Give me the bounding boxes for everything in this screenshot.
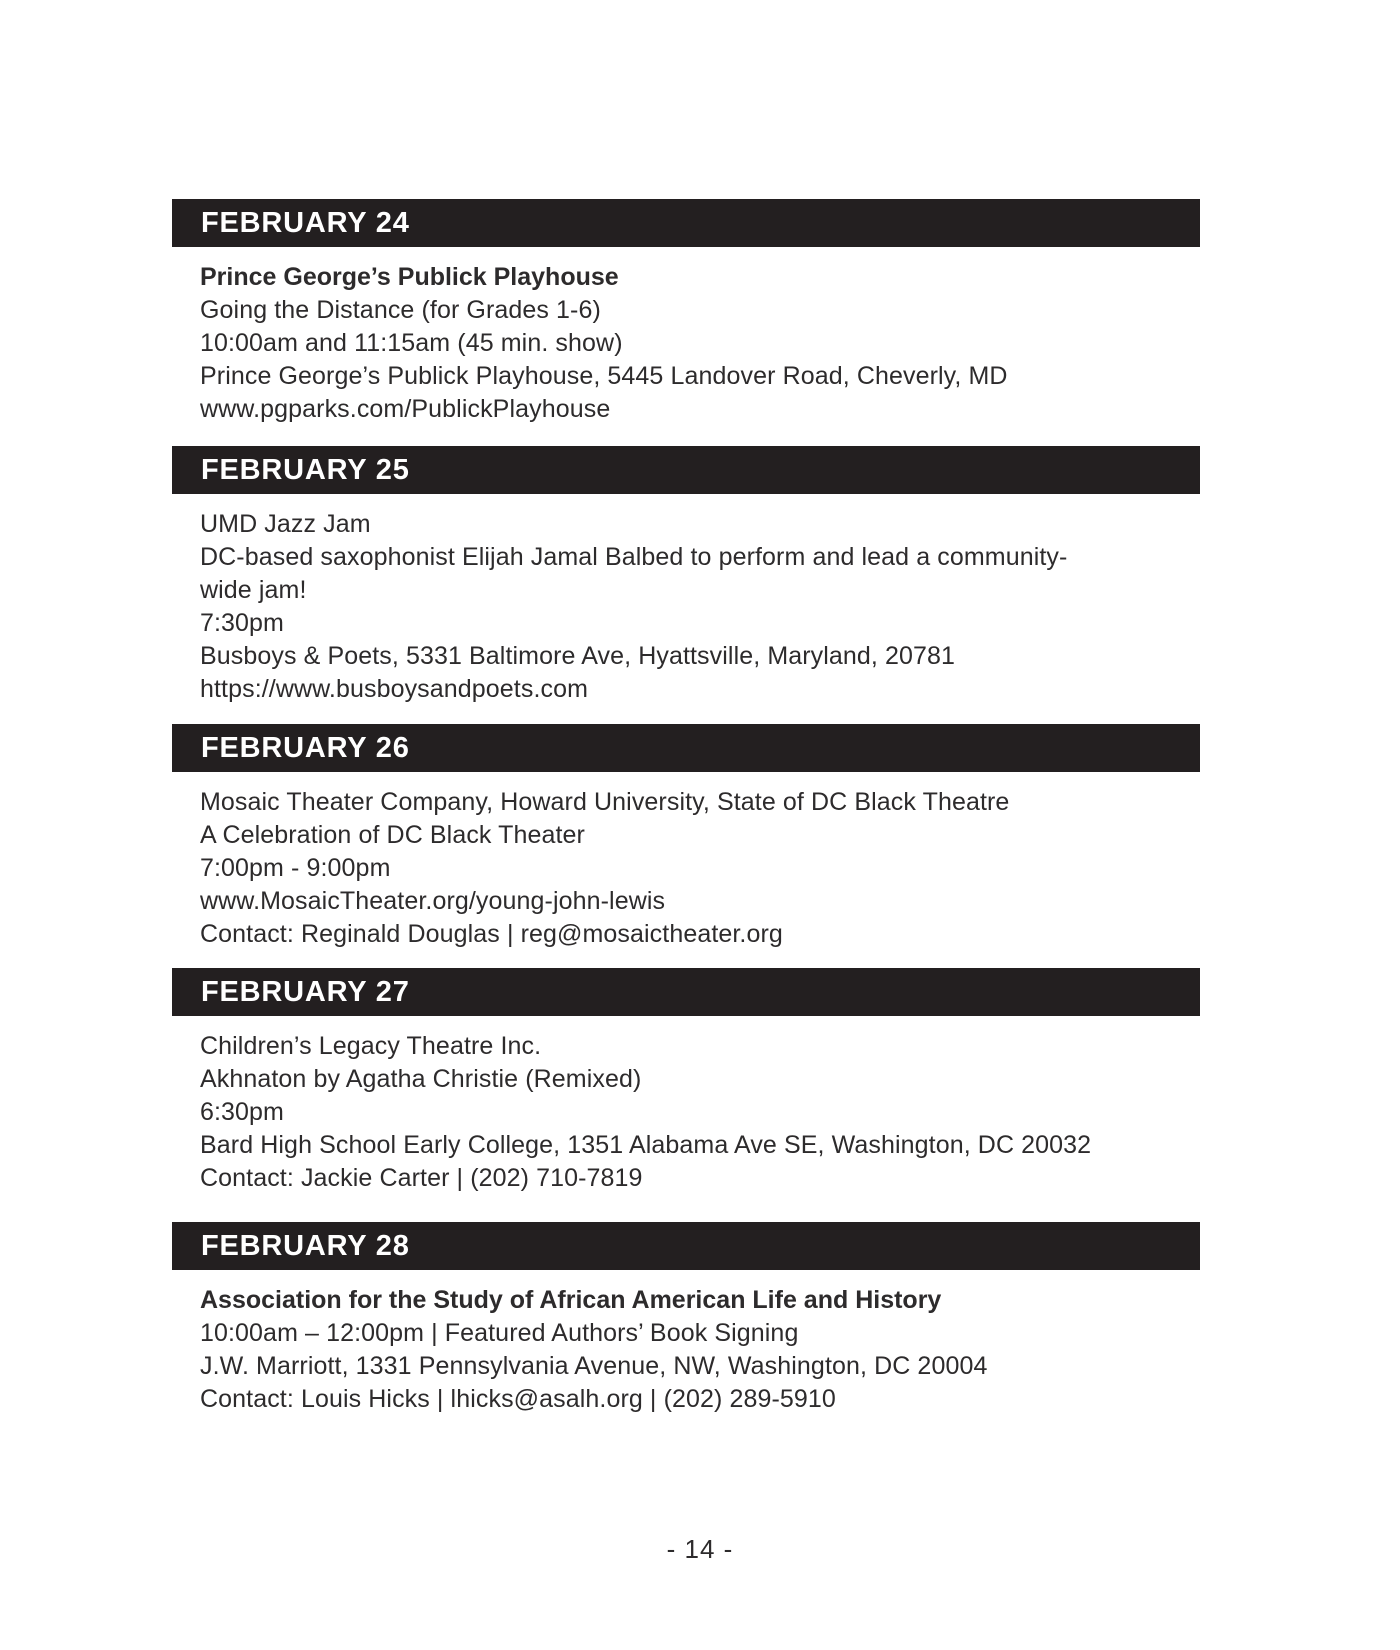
date-bar-label: FEBRUARY 28	[201, 1229, 410, 1262]
event-organization: Mosaic Theater Company, Howard University, State of DC Black Theatre	[200, 788, 1010, 816]
event-section-february-25	[172, 446, 1200, 724]
event-time: 10:00am and 11:15am (45 min. show)	[200, 329, 623, 357]
date-bar-label: FEBRUARY 27	[201, 975, 410, 1008]
event-url: https://www.busboysandpoets.com	[200, 675, 589, 703]
event-details	[172, 1016, 1200, 1222]
event-venue: J.W. Marriott, 1331 Pennsylvania Avenue, NW, Washington, DC 20004	[200, 1352, 988, 1380]
date-bar-label: FEBRUARY 26	[201, 731, 410, 764]
page-number: - 14 -	[666, 1534, 734, 1564]
event-time: 7:30pm	[200, 609, 284, 637]
event-description-line-1: DC-based saxophonist Elijah Jamal Balbed to perform and lead a community-	[200, 543, 1068, 571]
event-organization: Prince George’s Publick Playhouse	[200, 263, 619, 291]
event-title: A Celebration of DC Black Theater	[200, 821, 585, 849]
event-contact: Contact: Louis Hicks | lhicks@asalh.org | (202) 289-5910	[200, 1385, 836, 1413]
event-section-february-27	[172, 968, 1200, 1222]
page-footer	[0, 1534, 1400, 1565]
event-time: 6:30pm	[200, 1098, 284, 1126]
event-venue: Busboys & Poets, 5331 Baltimore Ave, Hyattsville, Maryland, 20781	[200, 642, 956, 670]
event-contact: Contact: Jackie Carter | (202) 710-7819	[200, 1164, 643, 1192]
event-details	[172, 1270, 1200, 1416]
date-bar	[172, 724, 1200, 772]
date-bar	[172, 1222, 1200, 1270]
event-time: 7:00pm - 9:00pm	[200, 854, 391, 882]
event-details	[172, 247, 1200, 446]
event-details	[172, 772, 1200, 968]
event-venue: Prince George’s Publick Playhouse, 5445 Landover Road, Cheverly, MD	[200, 362, 1008, 390]
date-bar-label: FEBRUARY 24	[201, 206, 410, 239]
event-contact: Contact: Reginald Douglas | reg@mosaictheater.org	[200, 920, 783, 948]
event-section-february-28	[172, 1222, 1200, 1416]
date-bar	[172, 446, 1200, 494]
event-title: UMD Jazz Jam	[200, 510, 371, 538]
date-bar	[172, 968, 1200, 1016]
event-organization: Children’s Legacy Theatre Inc.	[200, 1032, 542, 1060]
event-url: www.pgparks.com/PublickPlayhouse	[200, 395, 611, 423]
date-bar	[172, 199, 1200, 247]
event-organization: Association for the Study of African American Life and History	[200, 1286, 942, 1314]
event-section-february-26	[172, 724, 1200, 968]
event-title: Akhnaton by Agatha Christie (Remixed)	[200, 1065, 642, 1093]
event-time-and-title: 10:00am – 12:00pm | Featured Authors’ Book Signing	[200, 1319, 799, 1347]
date-bar-label: FEBRUARY 25	[201, 453, 410, 486]
event-venue: Bard High School Early College, 1351 Alabama Ave SE, Washington, DC 20032	[200, 1131, 1092, 1159]
event-url: www.MosaicTheater.org/young-john-lewis	[200, 887, 666, 915]
event-section-february-24	[172, 199, 1200, 446]
events-list	[172, 0, 1200, 1416]
event-description-line-2: wide jam!	[200, 576, 307, 604]
event-title: Going the Distance (for Grades 1-6)	[200, 296, 601, 324]
event-details	[172, 494, 1200, 724]
